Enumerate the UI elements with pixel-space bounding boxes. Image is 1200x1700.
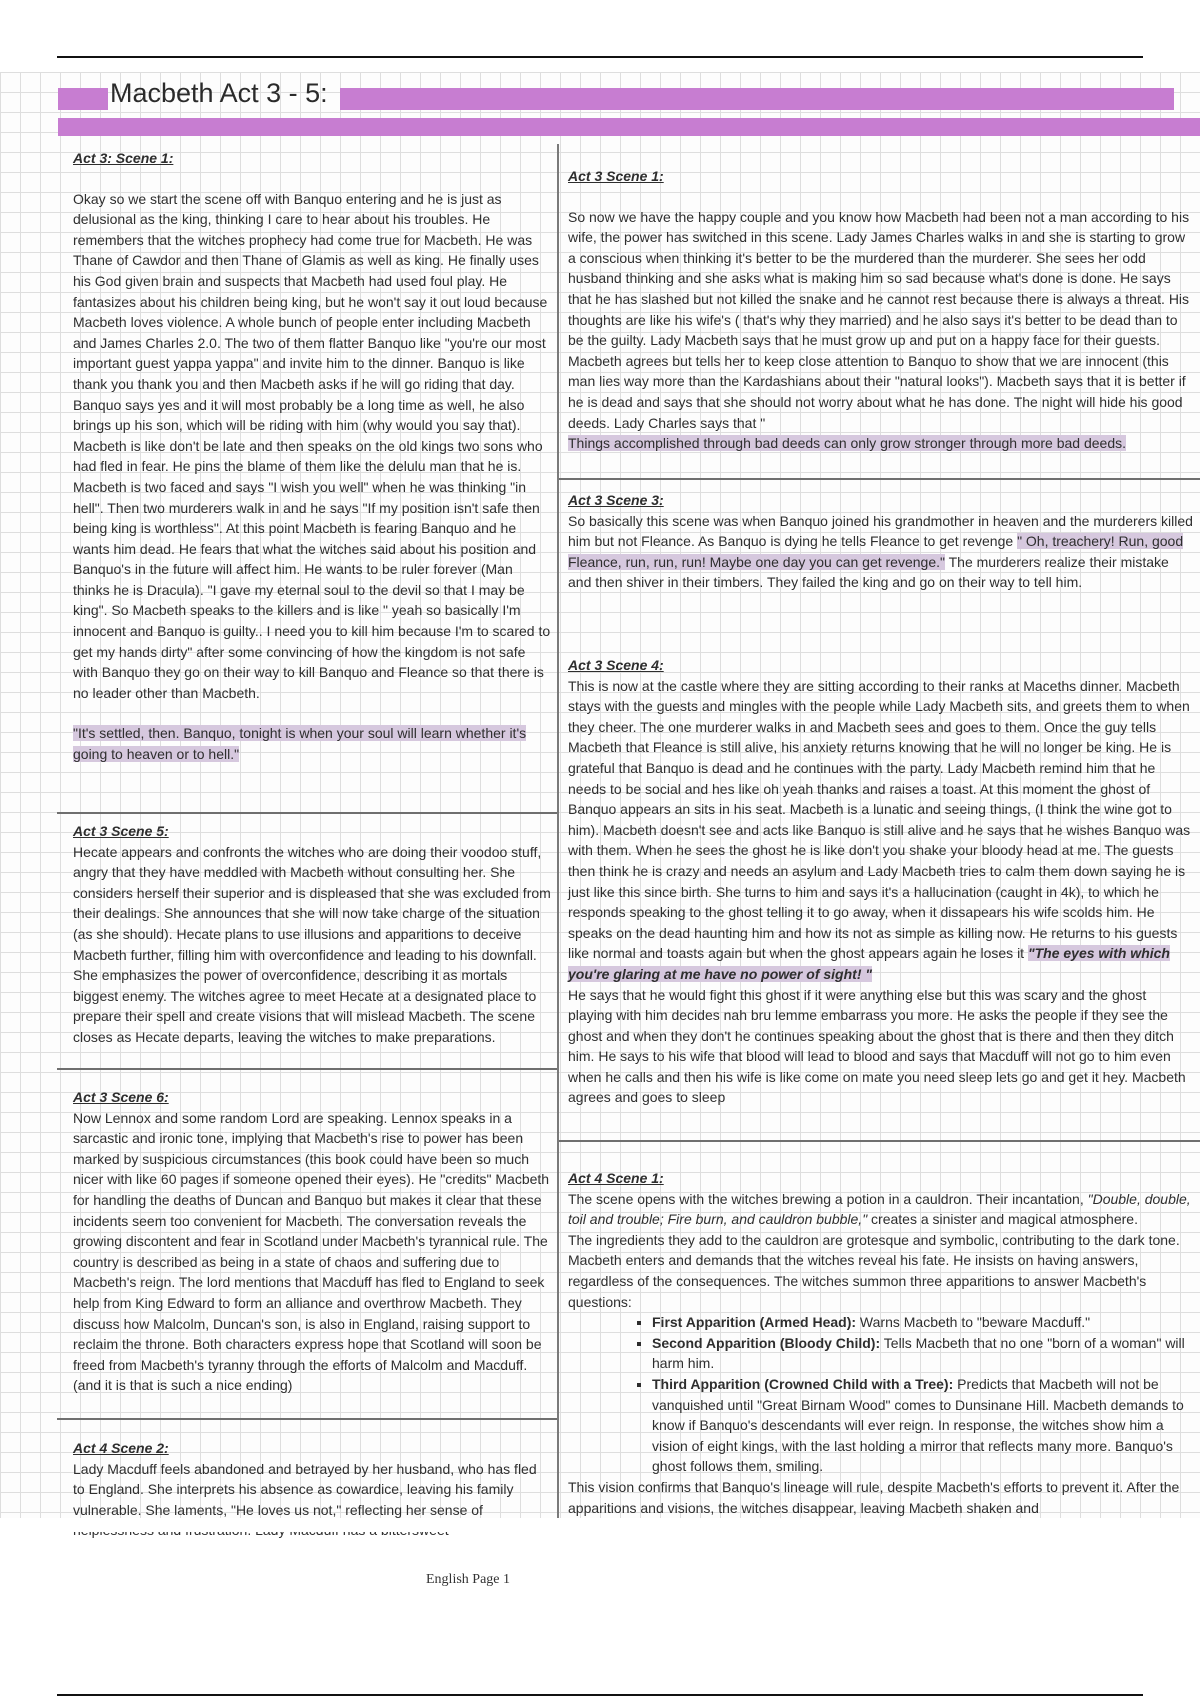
list-item: ▪ First Apparition (Armed Head): Warns Macbeth to "beware Macduff." bbox=[652, 1312, 1193, 1333]
section-heading: Act 3: Scene 1: bbox=[73, 150, 174, 166]
section-body: So now we have the happy couple and you know how Macbeth had been not a man according to his wife, the power has switched in this scene. Lady James Charles walks in and she is starting to grow a conscious when thinking it's better to be the murdered than the murderer. She sees her odd husband thinking and she asks what is making him so sad because what's done is done. He says that he has slashed but not killed the snake and he cannot rest because there is always a threat. His thoughts are like his wife's ( that's why they married) and he also says it's better to be dead than to be the guilty. Lady Macbeth says that he must grow up and put on a happy face for their guests. Macbeth agrees but tells her to keep close attention to Banquo to show that we are innocent (this man lies way more than the Kardashians about their "natural looks"). Macbeth says that it is better if he is dead and says that she should not worry about what he has done. The night will hide his good deeds. Lady Charles says that " bbox=[568, 208, 1190, 431]
right-act4-scene1 bbox=[568, 1168, 1193, 1518]
section-heading: Act 3 Scene 3: bbox=[568, 492, 664, 508]
title-highlight-left bbox=[58, 88, 108, 110]
section-body: Now Lennox and some random Lord are speaking. Lennox speaks in a sarcastic and ironic tone, implying that Macbeth's rise to power has been marked by suspicious circumstances (this book could have been so much nicer with like 60 pages if someone opened their eyes). He "credits" Macbeth for handling the deaths of Duncan and Banquo but makes it clear that these incidents seem too convenient for Macbeth. The conversation reveals the growing discontent and fear in Scotland under Macbeth's tyrannical rule. The country is described as being in a state of chaos and suffering due to Macbeth's reign. The lord mentions that Macduff has fled to England to seek help from King Edward to form an alliance and overthrow Macbeth. They discuss how Malcolm, Duncan's son, is also in England, raising support to reclaim the throne. Both characters express hope that Scotland will soon be freed from Macbeth's tyranny through the efforts of Malcolm and Macduff. (and it is that is such a nice ending) bbox=[73, 1109, 550, 1394]
right-act3-scene4 bbox=[568, 655, 1193, 1108]
section-body: Okay so we start the scene off with Banquo entering and he is just as delusional as the king, thinking I care to hear about his troubles. He remembers that the witches prophecy had come true for Macbeth. He was Thane of Cawdor and then Thane of Glamis as well as king. He finally uses his God given brain and suspects that Macbeth had used foul play. He fantasizes about his children being king, but he won't say it out loud because Macbeth loves violence. A whole bunch of people enter including Macbeth and James Charles 2.0. The two of them flatter Banquo like "you're our most important guest yappa yappa" and invite him to the dinner. Banquo is like thank you thank you and then Macbeth asks if he will go riding that day. Banquo says yes and it will most probably be a long time as well, he also brings up his son, which will be riding with him (why would you say that). Macbeth is like don't be late and then speaks on the old kings two sons who had fled in fear. He pins the blame of them like the delulu man that he is. Macbeth is two faced and says "I wish you well" when he was thinking "in hell". Then two murderers walk in and he says "If my position isn't safe then being king is worthless". At this point Macbeth is fearing Banquo and he wants him dead. He fears that what the witches said about his position and Banquo's in the future will affect him. He wants to be ruler forever (Man thinks he is Dracula). "I gave my eternal soul to the devil so that I may be king". So Macbeth speaks to the killers and is like " yeah so basically I'm innocent and Banquo is guilty.. I need you to kill him because I'm to scared to get my hands dirty" after some convincing of how the kingdom is not safe with Banquo they go on their way to kill Banquo and Fleance so that there is no leader other than Macbeth. bbox=[73, 190, 551, 701]
highlighted-quote: "The eyes with which you're glaring at me have no power of sight! " bbox=[568, 945, 1170, 982]
section-separator bbox=[559, 1140, 1200, 1142]
apparition-list bbox=[568, 1312, 1193, 1477]
column-divider bbox=[557, 144, 559, 1528]
page-title: Macbeth Act 3 - 5: bbox=[110, 78, 328, 108]
chant-quote: "Double, double, toil and trouble; Fire burn, and cauldron bubble," bbox=[568, 1190, 1191, 1228]
section-heading: Act 3 Scene 4: bbox=[568, 657, 664, 673]
section-closing: This vision confirms that Banquo's lineage will rule, despite Macbeth's efforts to prevent it. After the apparitions and visions, the witches disappear, leaving Macbeth shaken and bbox=[568, 1478, 1180, 1516]
highlighted-quote: Things accomplished through bad deeds can only grow stronger through more bad deeds. bbox=[568, 435, 1127, 452]
right-act3-scene1 bbox=[568, 166, 1193, 454]
section-body: The ingredients they add to the cauldron are grotesque and symbolic, contributing to the dark tone. Macbeth enters and demands that the witches reveal his fate. He insists on having answers, regardless of the consequences. The witches summon three apparitions to answer Macbeth's questions: bbox=[568, 1231, 1180, 1310]
section-body: Lady Macduff feels abandoned and betrayed by her husband, who has fled to England. She interprets his absence as cowardice, leaving his family vulnerable. She laments, "He loves us not," reflecting her sense of bbox=[73, 1460, 537, 1518]
right-act3-scene3 bbox=[568, 490, 1193, 593]
section-body-continued: He says that he would fight this ghost if it were anything else but this was scary and the ghost playing with him decides nah bru lemme embarrass you more. He asks the people if they see the ghost and when they don't he continues speaking about the ghost that is there and then they ditch him. He says to his wife that blood will lead to blood and says that Macduff will not go to him even when he calls and then his wife is like come on mate you need sleep lets go and get it hey. Macbeth agrees and goes to sleep bbox=[568, 986, 1186, 1106]
section-heading: Act 4 Scene 2: bbox=[73, 1440, 169, 1456]
title-highlight-right bbox=[340, 88, 1174, 110]
section-body: This is now at the castle where they are sitting according to their ranks at Maceths dinner. Macbeth stays with the guests and mingles with the people while Lady Macbeth sits, and greets them to when they cheer. The one murderer walks in and Macbeth sees and goes to them. Once the guy tells Macbeth that Fleance is still alive, his anxiety returns knowing that he will no longer be king. He is grateful that Banquo is dead and he continues with the party. Lady Macbeth remind him that he needs to be social and hes like oh yeah thanks and raises a toast. At this moment the ghost of Banquo appears an sits in his seat. Macbeth is a lunatic and seeing things, (I think the wine got to him). Macbeth doesn't see and acts like Banquo is still alive and he says that he wishes Banquo was with them. When he sees the ghost he is like don't you shake your bloody head at me. The guests then think he is crazy and needs an asylum and Lady Macbeth tries to calm them down saying he is just like this since birth. She turns to him and says it's a hallucination (caught in 4k), to which he responds speaking to the ghost telling it to go away, when it dissapears his wife scolds him. He speaks on the dead haunting him and how its not as simple as killing now. He returns to his guests like normal and toasts again but when the ghost appears again he loses it "The eyes with which you're glaring at me have no power of sight! " bbox=[568, 677, 1191, 982]
section-separator bbox=[57, 1418, 557, 1420]
section-body: So basically this scene was when Banquo joined his grandmother in heaven and the murderers killed him but not Fleance. As Banquo is dying he tells Fleance to get revenge " Oh, treachery! Run, good Fleance, run, run, run! Maybe one day you can get revenge." The murderers realize their mistake and then shiver in their timbers. They failed the king and go on their way to tell him. bbox=[568, 512, 1193, 591]
section-intro: The scene opens with the witches brewing a potion in a cauldron. Their incantation, "Double, double, toil and trouble; Fire burn, and cauldron bubble," creates a sinister and magical atmosphere. bbox=[568, 1190, 1191, 1228]
bottom-rule bbox=[57, 1694, 1143, 1696]
list-item: ▪ Second Apparition (Bloody Child): Tells Macbeth that no one "born of a woman" will harm him. bbox=[652, 1333, 1193, 1374]
highlighted-quote: " Oh, treachery! Run, good Fleance, run, run, run! Maybe one day you can get revenge." bbox=[568, 533, 1184, 570]
left-act3-scene1 bbox=[73, 148, 551, 765]
section-heading: Act 3 Scene 1: bbox=[568, 168, 664, 184]
title-highlight-band bbox=[58, 118, 1200, 136]
section-body: Hecate appears and confronts the witches who are doing their voodoo stuff, angry that they have meddled with Macbeth without consulting her. She considers herself their superior and is displeased that she was excluded from their dealings. She announces that she will now take charge of the situation (as she should). Hecate plans to use illusions and apparitions to deceive Macbeth further, filling him with overconfidence and leading to his downfall. She emphasizes the power of overconfidence, describing it as mortals biggest enemy. The witches agree to meet Hecate at a designated place to prepare their spell and create visions that will mislead Macbeth. The scene closes as Hecate departs, leaving the witches to make preparations. bbox=[73, 843, 551, 1045]
left-act3-scene5 bbox=[73, 821, 551, 1048]
section-heading: Act 3 Scene 6: bbox=[73, 1089, 169, 1105]
left-act3-scene6 bbox=[73, 1087, 551, 1396]
section-separator bbox=[57, 1068, 557, 1070]
section-separator bbox=[559, 478, 1200, 480]
list-item: ▪ Third Apparition (Crowned Child with a Tree): Predicts that Macbeth will not be vanquished until "Great Birnam Wood" comes to Dunsinane Hill. Macbeth demands to know if Banquo's descendants will ever reign. In response, the witches show him a vision of eight kings, with the last holding a mirror that reflects many more. Banquo's ghost follows them, smiling. bbox=[652, 1374, 1193, 1477]
page-footer: English Page 1 bbox=[426, 1572, 510, 1587]
page-clip bbox=[0, 1518, 1200, 1532]
section-heading: Act 4 Scene 1: bbox=[568, 1170, 664, 1186]
section-heading: Act 3 Scene 5: bbox=[73, 823, 169, 839]
highlighted-quote: "It's settled, then. Banquo, tonight is when your soul will learn whether it's going to heaven or to hell." bbox=[73, 725, 527, 763]
title-row bbox=[58, 80, 1174, 116]
section-separator bbox=[57, 812, 557, 814]
top-rule bbox=[57, 56, 1143, 58]
